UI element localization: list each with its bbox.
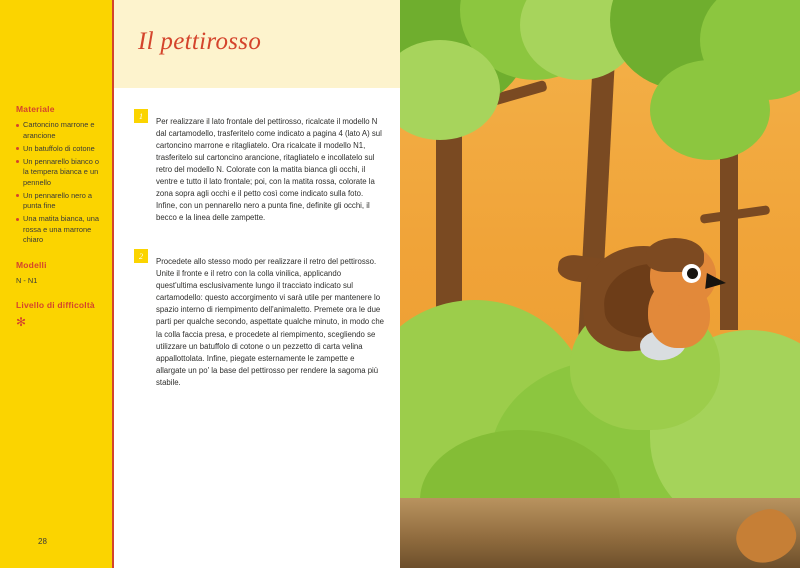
foliage-shape [650,60,770,160]
step-text: Procedete allo stesso modo per realizzare il retro del pettirosso. Unite il fronte e il retro con la colla vinilica, applicando quest'ultima esclusivamente lungo il tracciato indicato sul cartamodello: questo accorgimento vi sarà utile per mantenere lo spazio interno di riempimento dell'animaletto. Premete ora le due parti per qualche secondo, aspettate qualche minuto, in modo che la colla faccia presa, e procedete al riempimento, scegliendo se utilizzare un batuffolo di cotone o un pezzetto di carta velina appallottolata. Infine, piegate esternamente le zampette e allargate un po' la base del pettirosso per rendere la sagoma più stabile. [156,257,384,387]
bird-pupil [687,268,698,279]
page-title: Il pettirosso [138,28,262,55]
paper-robin-figure [576,238,726,388]
list-item: Cartoncino marrone e arancione [16,120,100,141]
steps-list [134,108,384,413]
project-photo [400,0,800,568]
step-item [134,248,384,396]
sidebar-content [16,104,100,328]
instructions-column [114,0,400,568]
models-heading: Modelli [16,259,47,270]
difficulty-heading: Livello di difficoltà [16,300,95,311]
step-item [134,108,384,232]
step-number-badge: 1 [134,109,148,123]
models-text: N - N1 [16,275,38,285]
bird-beak [705,273,727,291]
page-number: 28 [38,537,47,546]
list-item: Un batuffolo di cotone [16,144,100,155]
list-item: Una matita bianca, una rossa e una marrone chiaro [16,214,100,246]
difficulty-star-icon: ✻ [16,315,27,330]
materials-heading: Materiale [16,104,55,114]
list-item: Un pennarello bianco o la tempera bianca e un pennello [16,157,100,189]
materials-list [16,120,100,246]
step-text: Per realizzare il lato frontale del pettirosso, ricalcate il modello N dal cartamodello, trasferitelo come indicato a pagina 4 (lato A) sul cartoncino marrone e ritagliatelo. Ora ricalcate il modello N1, trasferitelo sul cartoncino arancione, ritagliatelo e incollatelo sul retro del modello N. Colorate con la matita bianca gli occhi, il ventre e tutto il lato frontale; poi, con la matita rossa, colorate la zona sopra agli occhi e il petto così come indicato sulla foto. Infine, con un pennarello nero a punta fine, definite gli occhi, il becco e la linea delle zampette. [156,116,382,223]
list-item: Un pennarello nero a punta fine [16,191,100,212]
materials-sidebar [0,0,112,568]
step-number-badge: 2 [134,249,148,263]
